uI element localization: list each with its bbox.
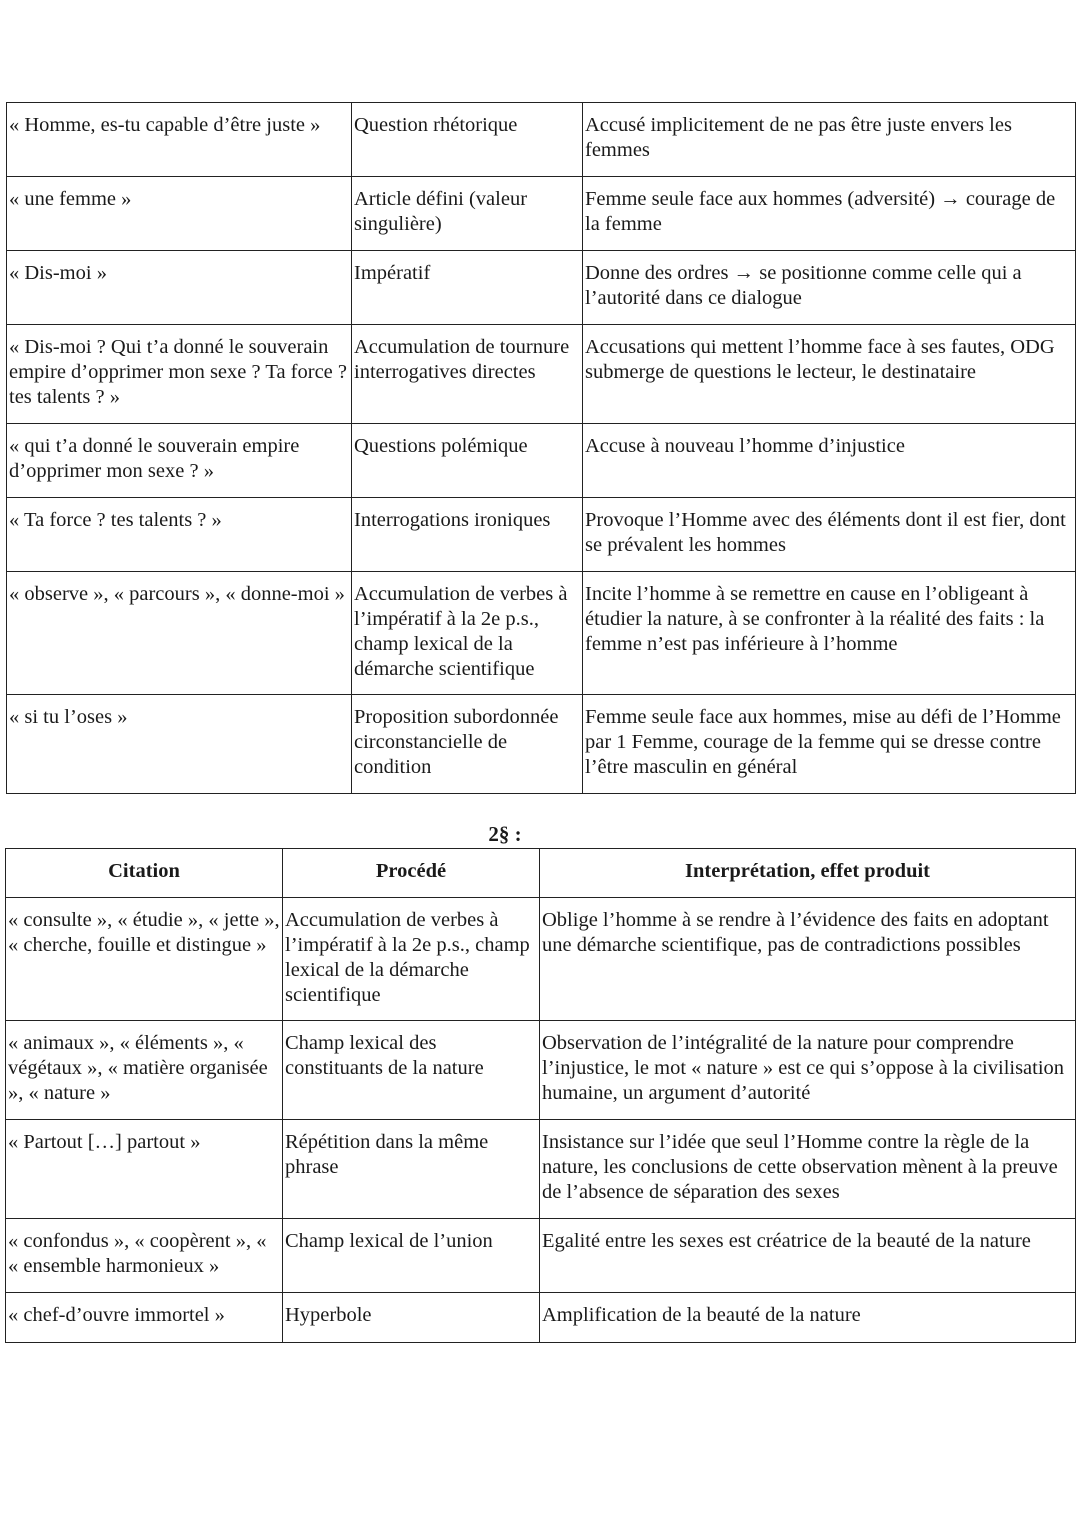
interpretation-cell: Amplification de la beauté de la nature <box>540 1293 1076 1343</box>
interpretation-cell: Egalité entre les sexes est créatrice de la beauté de la nature <box>540 1219 1076 1293</box>
analysis-table-part-2 <box>5 848 1076 1343</box>
citation-cell: « Partout […] partout » <box>6 1120 283 1219</box>
table-row <box>7 103 1076 177</box>
citation-cell: « Ta force ? tes talents ? » <box>7 498 352 572</box>
table-row <box>6 1219 1076 1293</box>
procede-cell: Champ lexical de l’union <box>283 1219 540 1293</box>
interpretation-cell: Accusations qui mettent l’homme face à ses fautes, ODG submerge de questions le lecteur, le destinataire <box>583 325 1076 424</box>
interpretation-cell: Insistance sur l’idée que seul l’Homme contre la règle de la nature, les conclusions de cette observation mènent à la preuve de l’absence de séparation des sexes <box>540 1120 1076 1219</box>
procede-cell: Article défini (valeur singulière) <box>352 177 583 251</box>
procede-cell: Questions polémique <box>352 424 583 498</box>
citation-cell: « si tu l’oses » <box>7 695 352 794</box>
interpretation-cell: Donne des ordres → se positionne comme celle qui a l’autorité dans ce dialogue <box>583 251 1076 325</box>
procede-cell: Champ lexical des constituants de la nature <box>283 1021 540 1120</box>
table-row <box>6 1021 1076 1120</box>
table-row <box>7 424 1076 498</box>
header-procede: Procédé <box>283 849 540 898</box>
procede-cell: Accumulation de verbes à l’impératif à la 2e p.s., champ lexical de la démarche scientifique <box>352 572 583 695</box>
table-row <box>7 177 1076 251</box>
citation-cell: « observe », « parcours », « donne-moi » <box>7 572 352 695</box>
citation-cell: « Dis-moi » <box>7 251 352 325</box>
table-row <box>6 1293 1076 1343</box>
procede-cell: Hyperbole <box>283 1293 540 1343</box>
interpretation-cell: Provoque l’Homme avec des éléments dont il est fier, dont se prévalent les hommes <box>583 498 1076 572</box>
citation-cell: « une femme » <box>7 177 352 251</box>
procede-cell: Accumulation de verbes à l’impératif à la 2e p.s., champ lexical de la démarche scientifique <box>283 898 540 1021</box>
citation-cell: « consulte », « étudie », « jette », « cherche, fouille et distingue » <box>6 898 283 1021</box>
citation-cell: « Homme, es-tu capable d’être juste » <box>7 103 352 177</box>
citation-cell: « animaux », « éléments », « végétaux », « matière organisée », « nature » <box>6 1021 283 1120</box>
table-row <box>6 898 1076 1021</box>
procede-cell: Proposition subordonnée circonstancielle de condition <box>352 695 583 794</box>
procede-cell: Répétition dans la même phrase <box>283 1120 540 1219</box>
interpretation-cell: Accusé implicitement de ne pas être juste envers les femmes <box>583 103 1076 177</box>
interpretation-cell: Accuse à nouveau l’homme d’injustice <box>583 424 1076 498</box>
citation-cell: « chef-d’ouvre immortel » <box>6 1293 283 1343</box>
procede-cell: Question rhétorique <box>352 103 583 177</box>
interpretation-cell: Oblige l’homme à se rendre à l’évidence des faits en adoptant une démarche scientifique, pas de contradictions possibles <box>540 898 1076 1021</box>
interpretation-cell: Femme seule face aux hommes, mise au défi de l’Homme par 1 Femme, courage de la femme qui se dresse contre l’être masculin en général <box>583 695 1076 794</box>
table-header-row <box>6 849 1076 898</box>
procede-cell: Accumulation de tournure interrogatives directes <box>352 325 583 424</box>
table-row <box>7 498 1076 572</box>
header-interpretation: Interprétation, effet produit <box>540 849 1076 898</box>
citation-cell: « qui t’a donné le souverain empire d’opprimer mon sexe ? » <box>7 424 352 498</box>
table-row <box>6 1120 1076 1219</box>
interpretation-cell: Incite l’homme à se remettre en cause en l’obligeant à étudier la nature, à se confronter à la réalité des faits : la femme n’est pas inférieure à l’homme <box>583 572 1076 695</box>
table-row <box>7 572 1076 695</box>
procede-cell: Interrogations ironiques <box>352 498 583 572</box>
table-row <box>7 695 1076 794</box>
table-row <box>7 251 1076 325</box>
citation-cell: « confondus », « coopèrent », « « ensemble harmonieux » <box>6 1219 283 1293</box>
table-row <box>7 325 1076 424</box>
interpretation-cell: Observation de l’intégralité de la nature pour comprendre l’injustice, le mot « nature » est ce qui s’oppose à la civilisation humaine, un argument d’autorité <box>540 1021 1076 1120</box>
analysis-table-part-1 <box>6 102 1076 794</box>
procede-cell: Impératif <box>352 251 583 325</box>
header-citation: Citation <box>6 849 283 898</box>
section-heading: 2§ : <box>488 822 522 846</box>
interpretation-cell: Femme seule face aux hommes (adversité) → courage de la femme <box>583 177 1076 251</box>
citation-cell: « Dis-moi ? Qui t’a donné le souverain empire d’opprimer mon sexe ? Ta force ? tes talents ? » <box>7 325 352 424</box>
